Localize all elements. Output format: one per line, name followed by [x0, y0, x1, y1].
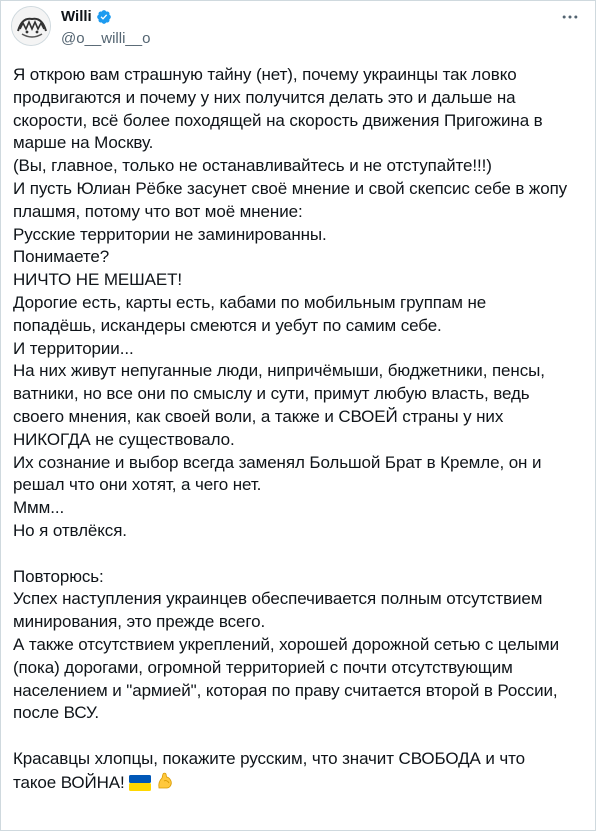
more-options-button[interactable] — [559, 6, 581, 28]
author-display-name[interactable]: Willi — [61, 8, 92, 25]
avatar-image — [12, 7, 51, 46]
verified-badge-icon — [96, 9, 112, 25]
tweet-header — [11, 6, 589, 46]
author-name-row — [61, 8, 112, 26]
ukraine-flag-icon — [129, 775, 151, 791]
flexed-biceps-icon — [155, 771, 175, 791]
tweet-body: Я открою вам страшную тайну (нет), почему украинцы так ловко продвигаются и почему у них получится делать это и дальше на скорости, всё более походящей на скорость движения Пригожина в марше на Москву. (Вы, главное, только не останавливайтесь и не отступайте!!!) И пусть Юлиан Рёбке засунет своё мнение и свой скепсис себе в жопу плашмя, потому что вот моё мнение: Русские территории не заминированны. Понимаете? НИЧТО НЕ МЕШАЕТ! Дорогие есть, карты есть, кабами по мобильным группам не попадёшь, искандеры смеются и уебут по самим себе. И территории... На них живут непуганные люди, нипричёмыши, бюджетники, пенсы, ватники, но все они по смыслу и сути, примут любую власть, ведь своего мнения, как своей воли, а также и СВОЕЙ страны у них НИКОГДА не существовало. Их сознание и выбор всегда заменял Большой Брат в Кремле, он и решал что они хотят, а чего нет. Ммм... Но я отвлёкся. Повторюсь: Успех наступления украинцев обеспечивается полным отсутствием минирования, это прежде всего. А также отсутствием укреплений, хорошей дорожной сетью с целыми (пока) дорогами, огромной территорией с почти отсутствующим населением и "армией", которая по праву считается второй в России, после ВСУ. Красавцы хлопцы, покажите русским, что значит СВОБОДА и что такое ВОЙНА! — [13, 65, 568, 792]
tweet-text — [13, 64, 583, 795]
avatar[interactable] — [11, 6, 51, 46]
author-handle[interactable]: @o__willi__o — [61, 30, 151, 47]
more-dots-icon — [560, 7, 580, 27]
